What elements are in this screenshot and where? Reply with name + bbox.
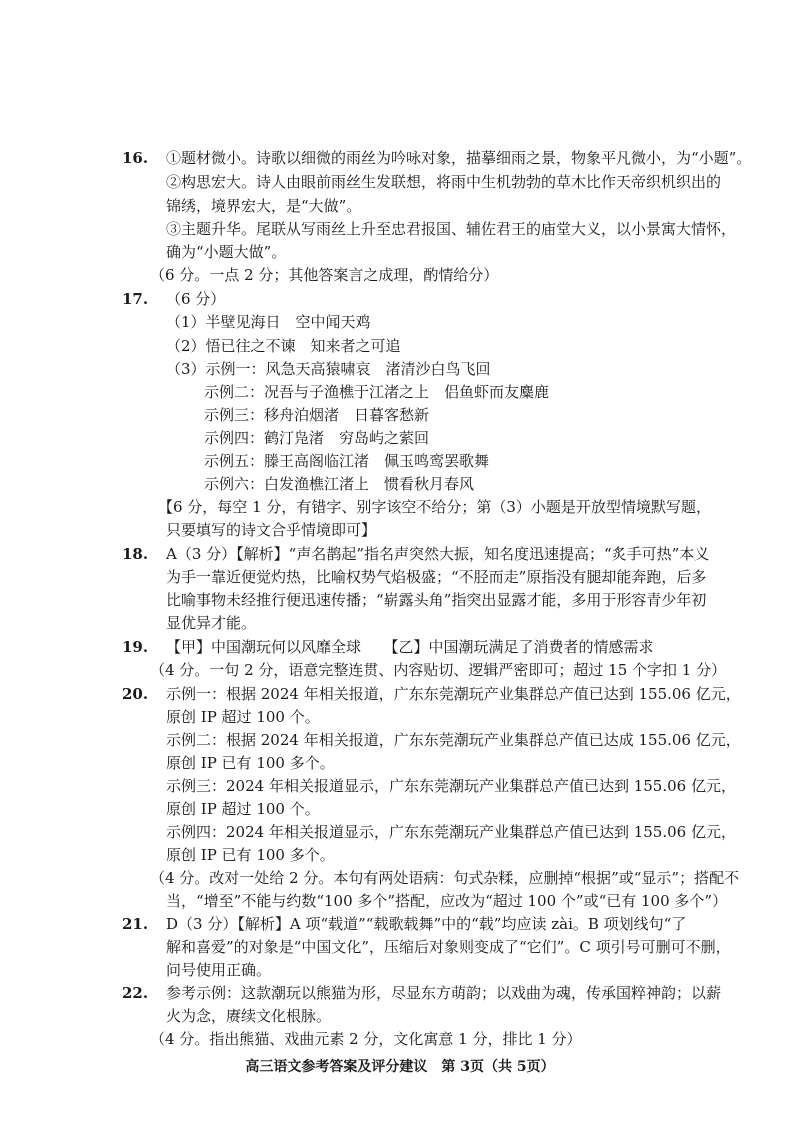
q17-example: 示例二：况吾与子渔樵于江渚之上 侣鱼虾而友麋鹿	[204, 383, 550, 401]
q20-scoring-note: 当，“增至”不能与约数“100 多个”搭配，应改为“超过 100 个”或“已有 100 多个”）	[166, 892, 728, 910]
q22-scoring-note: （4 分。指出熊猫、戏曲元素 2 分，文化寓意 1 分，排比 1 分）	[150, 1030, 582, 1048]
question-21-number: 21.	[122, 915, 149, 933]
q16-scoring-note: （6 分。一点 2 分；其他答案言之成理，酌情给分）	[150, 266, 499, 284]
q16-line: 锦绣，境界宏大，是“大做”。	[166, 197, 362, 215]
q18-line: 显优异才能。	[166, 614, 257, 632]
q16-line: 确为“小题大做”。	[166, 243, 287, 261]
q21-line: D（3 分）【解析】A 项“载道”“载歌载舞”中的“载”均应读 zài。B 项划线句“了	[166, 915, 687, 933]
q20-scoring-note: （4 分。改对一处给 2 分。本句有两处语病：句式杂糅，应删掉“根据”或“显示”；搭配不	[150, 869, 740, 887]
q22-line: 参考示例：这款潮玩以熊猫为形，尽显东方萌韵；以戏曲为魂，传承国粹神韵；以薪	[166, 984, 722, 1002]
q18-line: A（3 分）【解析】“声名鹊起”指名声突然大振，知名度迅速提高；“炙手可热”本义	[166, 545, 710, 563]
q17-line: （1）半壁见海日 空中闻天鸡	[166, 313, 371, 331]
q22-line: 火为念，赓续文化根脉。	[166, 1007, 332, 1025]
q20-line: 原创 IP 已有 100 多个。	[166, 754, 335, 772]
q17-example: 示例三：移舟泊烟渚 日暮客愁新	[204, 406, 430, 424]
q17-line: （2）悟已往之不谏 知来者之可追	[166, 337, 401, 355]
q21-line: 问号使用正确。	[166, 961, 272, 979]
question-20-number: 20.	[122, 685, 149, 703]
question-16-number: 16.	[122, 149, 149, 167]
q17-example: 示例六：白发渔樵江渚上 惯看秋月春风	[204, 475, 475, 493]
question-17-number: 17.	[122, 290, 149, 308]
q17-line: （6 分）	[166, 290, 226, 308]
q20-line: 示例二：根据 2024 年相关报道，广东东莞潮玩产业集群总产值已达成 155.06 亿元，	[166, 731, 741, 749]
q17-scoring-note: 只要填写的诗文合乎情境即可】	[166, 521, 377, 539]
q20-line: 示例三：2024 年相关报道显示，广东东莞潮玩产业集群总产值已达到 155.06 亿元，	[166, 777, 736, 795]
q20-line: 示例一：根据 2024 年相关报道，广东东莞潮玩产业集群总产值已达到 155.06 亿元，	[166, 685, 741, 703]
question-18-number: 18.	[122, 545, 149, 563]
q20-line: 原创 IP 超过 100 个。	[166, 708, 320, 726]
q17-line: （3）示例一：风急天高猿啸哀 渚清沙白鸟飞回	[166, 360, 491, 378]
q16-line: ③主题升华。尾联从写雨丝上升至忠君报国、辅佐君王的庙堂大义，以小景寓大情怀，	[166, 220, 737, 238]
question-19-number: 19.	[122, 638, 149, 656]
q18-line: 比喻事物未经推行便迅速传播；“崭露头角”指突出显露才能，多用于形容青少年初	[166, 591, 707, 609]
q18-line: 为手一靠近便觉灼热，比喻权势气焰极盛；“不胫而走”原指没有腿却能奔跑，后多	[166, 568, 707, 586]
q19-line: 【甲】中国潮玩何以风靡全球 【乙】中国潮玩满足了消费者的情感需求	[166, 638, 654, 656]
page-footer: 高三语文参考答案及评分建议 第 3页（共 5页）	[245, 1059, 555, 1075]
q20-line: 示例四：2024 年相关报道显示，广东东莞潮玩产业集群总产值已达到 155.06 亿元，	[166, 823, 736, 841]
q16-line: ①题材微小。诗歌以细微的雨丝为吟咏对象，描摹细雨之景，物象平凡微小，为“小题”。	[166, 149, 752, 167]
q17-scoring-note: 【6 分，每空 1 分，有错字、别字该空不给分；第（3）小题是开放型情境默写题，	[158, 498, 711, 516]
q21-line: 解和喜爱”的对象是“中国文化”，压缩后对象则变成了“它们”。C 项引号可删可不删，	[166, 938, 731, 956]
q20-line: 原创 IP 超过 100 个。	[166, 800, 320, 818]
q20-line: 原创 IP 已有 100 多个。	[166, 846, 335, 864]
q17-example: 示例四：鹤汀凫渚 穷岛屿之萦回	[204, 429, 430, 447]
q17-example: 示例五：滕王高阁临江渚 佩玉鸣鸾罢歌舞	[204, 452, 490, 470]
question-22-number: 22.	[122, 984, 149, 1002]
q16-line: ②构思宏大。诗人由眼前雨丝生发联想，将雨中生机勃勃的草木比作天帝织机织出的	[166, 173, 722, 191]
q19-scoring-note: （4 分。一句 2 分，语意完整连贯、内容贴切、逻辑严密即可；超过 15 个字扣 1 分）	[150, 661, 727, 679]
